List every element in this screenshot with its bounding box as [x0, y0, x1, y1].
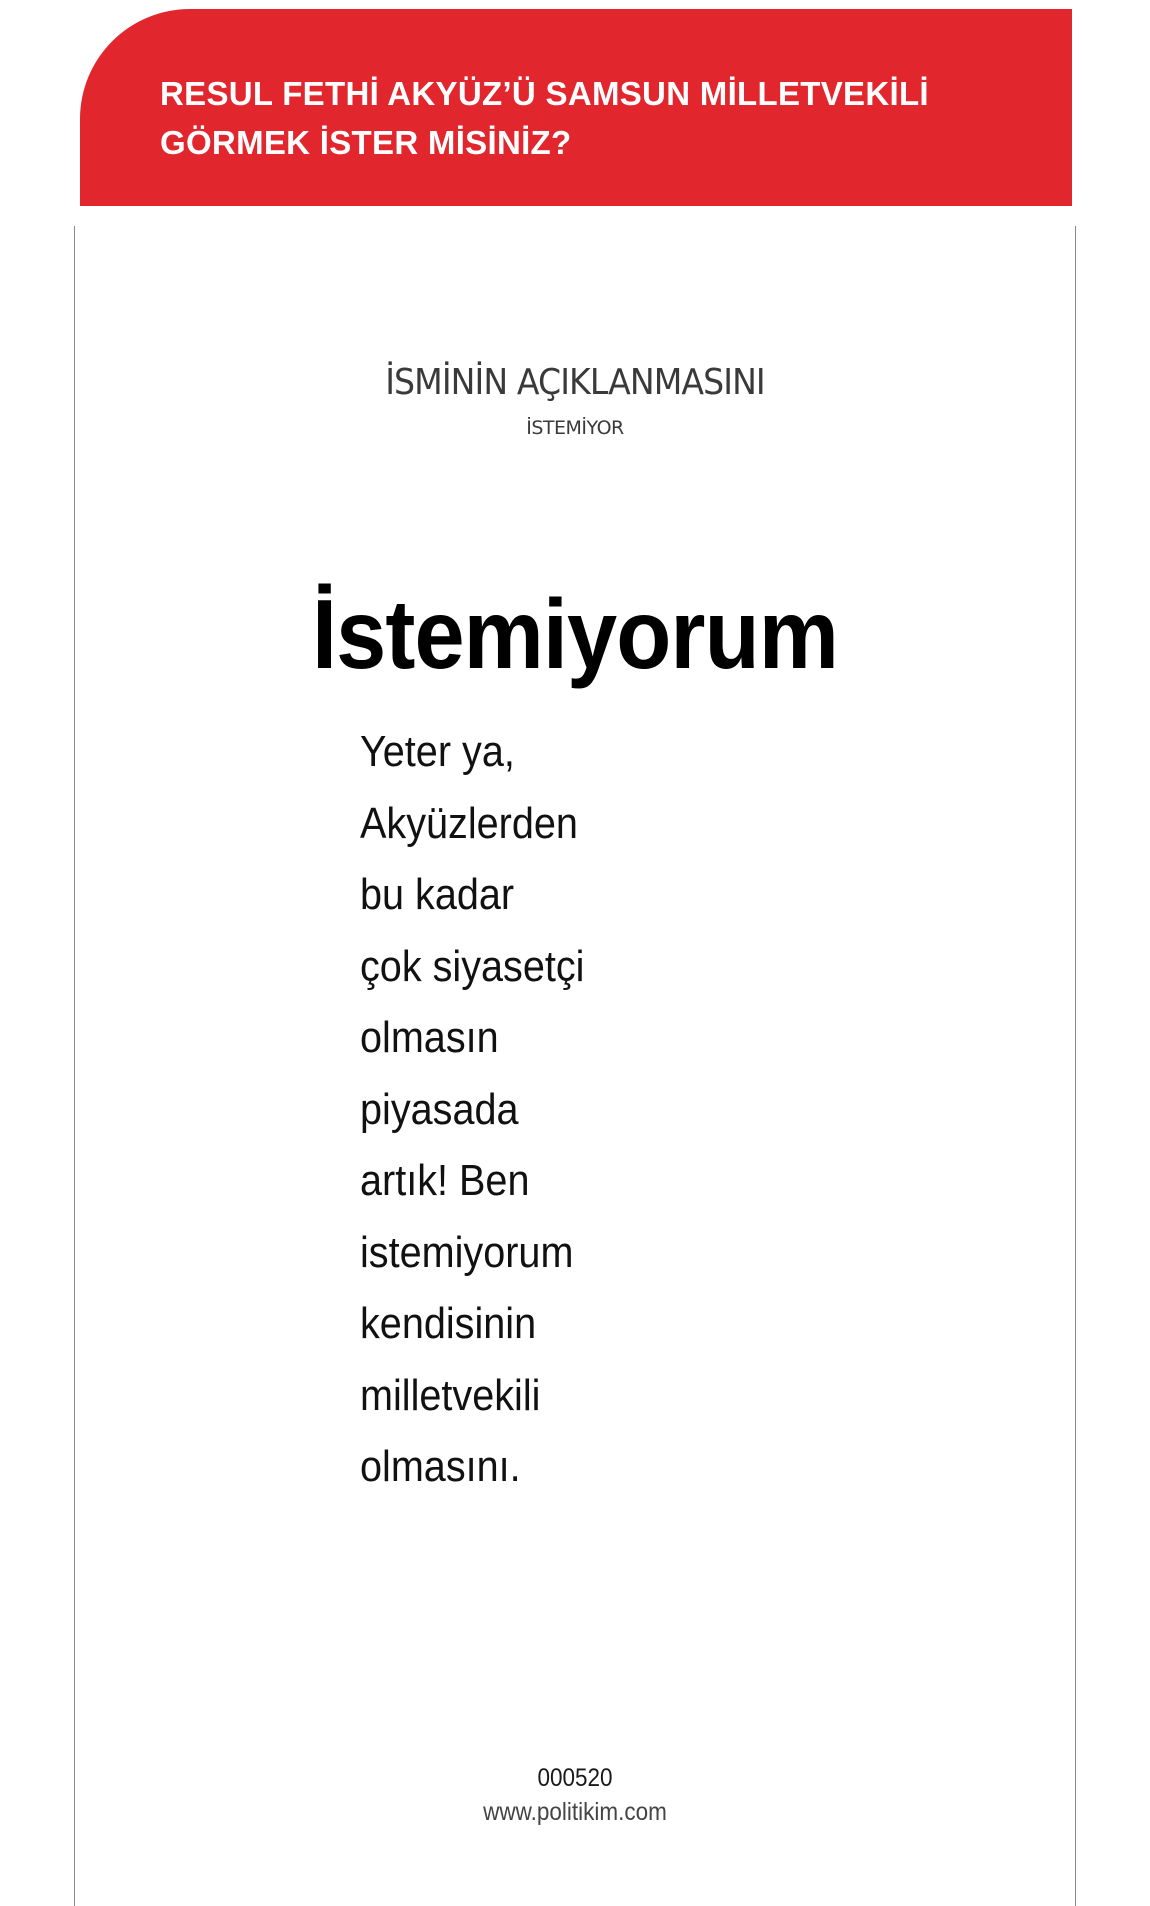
answer-line: olmasını.	[360, 1442, 521, 1491]
answer-line: olmasın	[360, 1013, 499, 1062]
entry-code: 000520	[537, 1764, 613, 1792]
response-card	[74, 226, 1076, 1906]
answer-line: Akyüzlerden	[360, 798, 578, 848]
question-header-banner	[80, 9, 1072, 206]
answer-line: artık! Ben	[360, 1156, 530, 1205]
anonymity-sublabel: İSTEMİYOR	[526, 417, 624, 439]
answer-line: Yeter ya,	[360, 727, 515, 776]
site-url: www.politikim.com	[483, 1798, 667, 1826]
answer-line: bu kadar	[360, 870, 515, 919]
answer-line: çok siyasetçi	[360, 941, 585, 991]
question-line-2: GÖRMEK İSTER MİSİNİZ?	[160, 124, 572, 161]
answer-body	[360, 716, 609, 1503]
answer-line: istemiyorum	[360, 1227, 574, 1277]
answer-line: kendisinin	[360, 1299, 537, 1348]
anonymity-label: İSMİNİN AÇIKLANMASINI	[385, 362, 765, 403]
answer-headline: İstemiyorum	[311, 579, 839, 689]
question-line-1: RESUL FETHİ AKYÜZ’Ü SAMSUN MİLLETVEKİLİ	[160, 75, 929, 112]
answer-line: milletvekili	[360, 1370, 541, 1420]
answer-line: piyasada	[360, 1084, 519, 1134]
